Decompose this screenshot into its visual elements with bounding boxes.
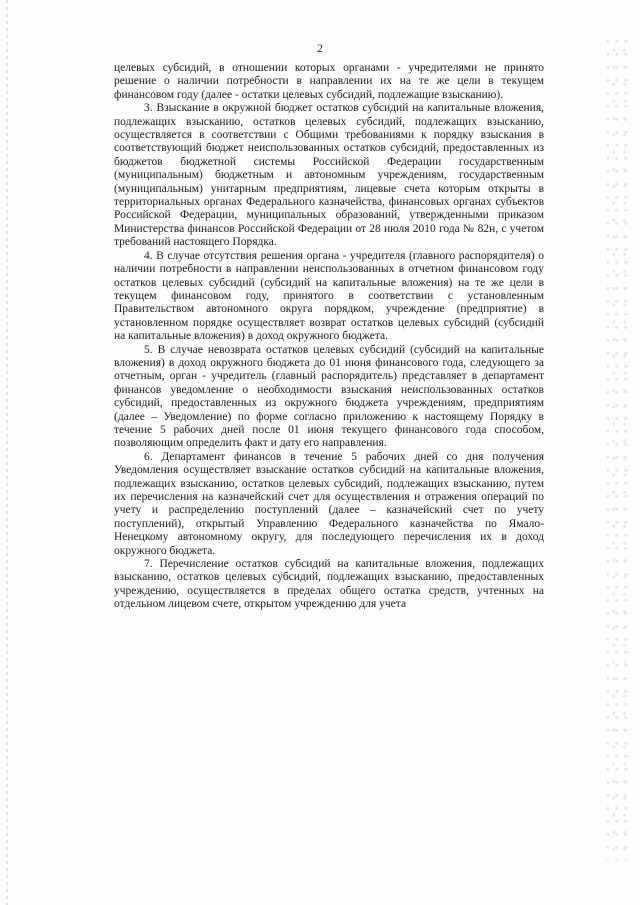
scan-edge-artifact bbox=[6, 0, 8, 905]
paragraph-4: 4. В случае отсутствия решения органа - учредителя (главного распорядителя) о наличии потребности в направлении неиспользованных в отчетном финансовом году остатков целевых субсидий (субсидий на капитальные вложения) на те же цели в текущем финансовом году, принятого в соответствии с установленным Правительством автономного округа порядком, учреждение (предприятие) в установленном порядке осуществляет возврат остатков целевых субсидий (субсидий на капитальные вложения) в доход окружного бюджета. bbox=[114, 249, 544, 343]
page-number: 2 bbox=[317, 41, 323, 55]
paragraph-7: 7. Перечисление остатков субсидий на капитальные вложения, подлежащих взысканию, остатков целевых субсидий, подлежащих взысканию, предоставленных учреждению, осуществляется в пределах общего остатка средств, учтенных на отдельном лицевом счете, открытом учреждению для учета bbox=[114, 558, 544, 611]
document-body bbox=[114, 62, 544, 612]
paragraph-6: 6. Департамент финансов в течение 5 рабочих дней со дня получения Уведомления осуществляет взыскание остатков субсидий на капитальные вложения, подлежащих взысканию, остатков целевых субсидий, подлежащих взысканию, путем их перечисления на казначейский счет для осуществления и отражения операций по учету и распределению поступлений (далее – казначейский счет по учету поступлений), открытый Управлению Федерального казначейства по Ямало-Ненецкому автономному округу, для последующего перечисления их в доход окружного бюджета. bbox=[114, 450, 544, 557]
scan-noise-artifact bbox=[606, 40, 632, 860]
paragraph-5: 5. В случае невозврата остатков целевых субсидий (субсидий на капитальные вложения) в доход окружного бюджета до 01 июня финансового года, следующего за отчетным, орган - учредитель (главный распорядитель) представляет в департамент финансов уведомление о необходимости взыскания неиспользованных остатков субсидий, предоставленных из окружного бюджета учреждениям, предприятиям (далее – Уведомление) по форме согласно приложению к настоящему Порядку в течение 5 рабочих дней после 01 июня текущего финансового года способом, позволяющим определить факт и дату его направления. bbox=[114, 343, 544, 450]
paragraph-3: 3. Взыскание в окружной бюджет остатков субсидий на капитальные вложения, подлежащих взысканию, остатков целевых субсидий, подлежащих взысканию, осуществляется в соответствии с Общими требованиями к порядку взыскания в соответствующий бюджет неиспользованных остатков субсидий, предоставленных из бюджетов бюджетной системы Российской Федерации государственным (муниципальным) бюджетным и автономным учреждениям, государственным (муниципальным) унитарным предприятиям, лицевые счета которым открыты в территориальных органах Федерального казначейства, финансовых органах субъектов Российской Федерации, муниципальных образований, утвержденными приказом Министерства финансов Российской Федерации от 28 июля 2010 года № 82н, с учетом требований настоящего Порядка. bbox=[114, 102, 544, 249]
paragraph-continuation: целевых субсидий, в отношении которых органами - учредителями не принято решение о наличии потребности в направлении их на те же цели в текущем финансовом году (далее - остатки целевых субсидий, подлежащие взысканию). bbox=[114, 62, 544, 101]
